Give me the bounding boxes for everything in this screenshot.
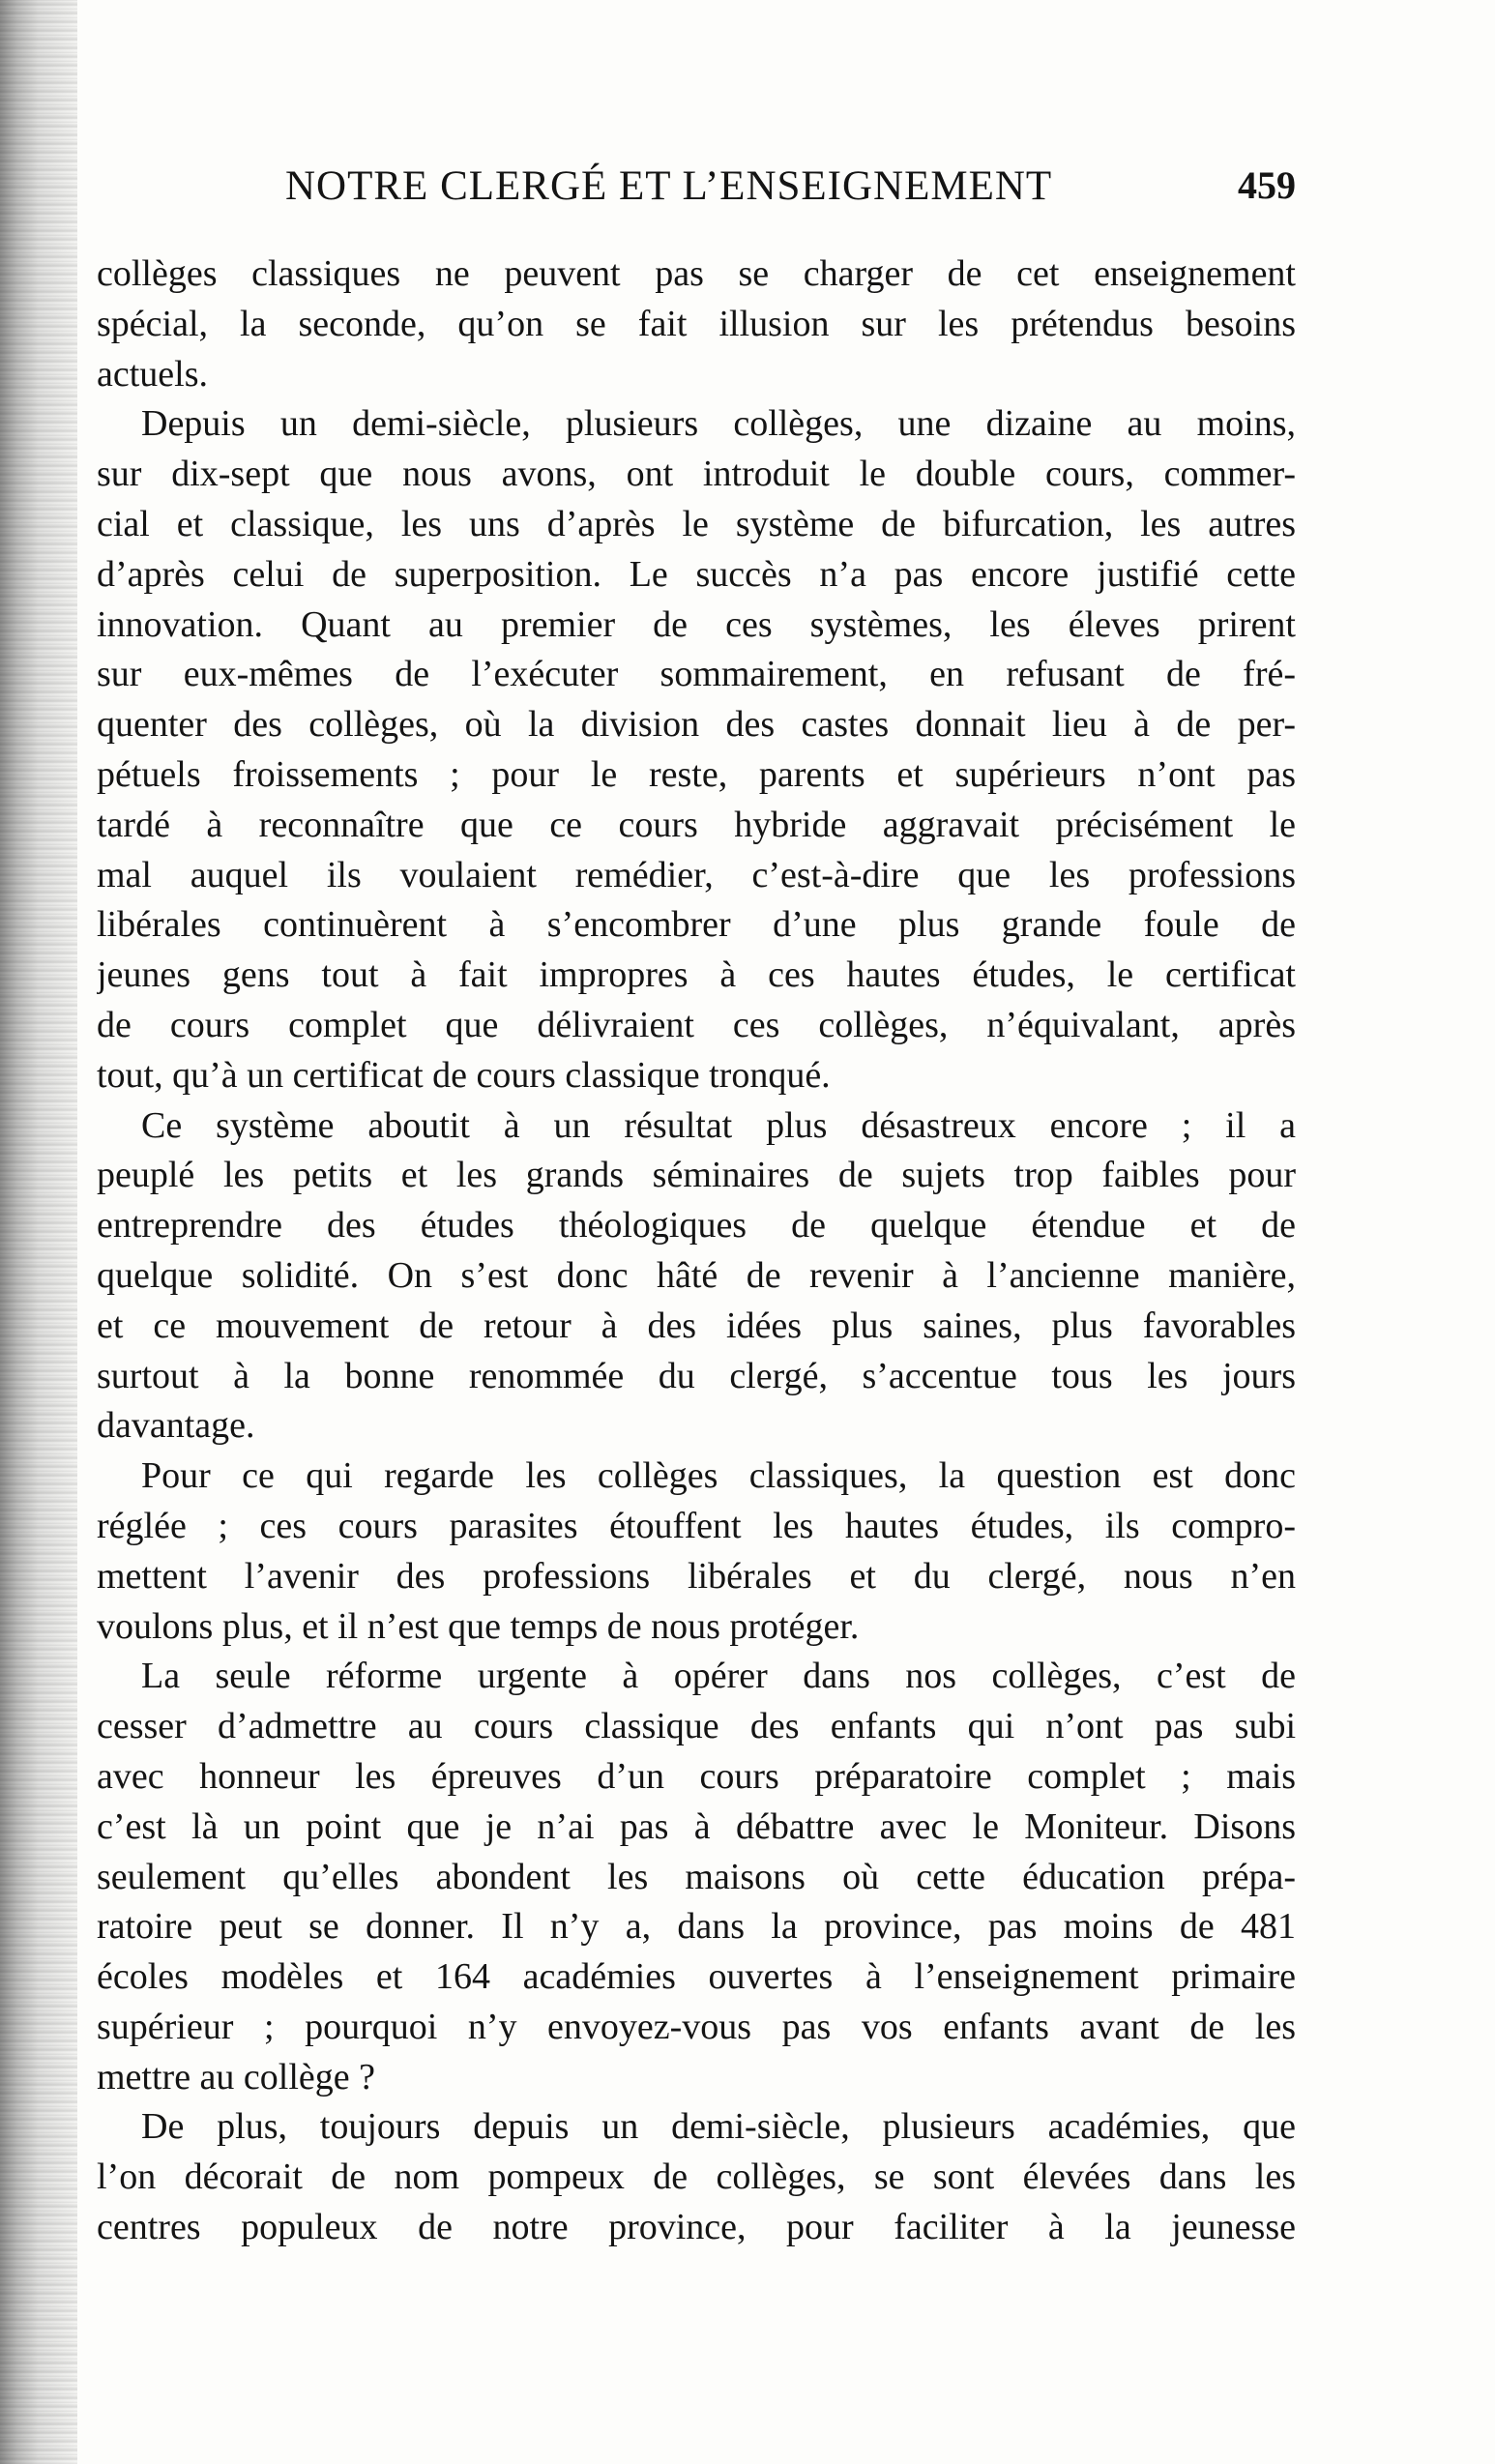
binding-shadow xyxy=(0,0,77,2464)
text-line: mettent l’avenir des professions libérales et du clergé, nous n’en xyxy=(97,1555,1296,1597)
text-line: La seule réforme urgente à opérer dans nos collèges, c’est de xyxy=(141,1656,1296,1697)
page-number: 459 xyxy=(1238,163,1296,207)
text-line: écoles modèles et 164 académies ouvertes à l’enseignement primaire xyxy=(97,1956,1296,1998)
text-line: tout, qu’à un certificat de cours classique tronqué. xyxy=(97,1054,831,1096)
text-line: collèges classiques ne peuvent pas se charger de cet enseignement xyxy=(97,253,1296,294)
text-line: ratoire peut se donner. Il n’y a, dans la province, pas moins de 481 xyxy=(97,1906,1296,1948)
text-line: mettre au collège ? xyxy=(97,2056,376,2097)
text-line: surtout à la bonne renommée du clergé, s’accentue tous les jours xyxy=(97,1355,1296,1396)
text-line: actuels. xyxy=(97,353,209,395)
text-line: Pour ce qui regarde les collèges classiques, la question est donc xyxy=(141,1455,1296,1497)
text-line: cesser d’admettre au cours classique des enfants qui n’ont pas subi xyxy=(97,1706,1296,1747)
text-line: Ce système aboutit à un résultat plus désastreux encore ; il a xyxy=(141,1104,1296,1146)
text-line: l’on décorait de nom pompeux de collèges, se sont élevées dans les xyxy=(97,2156,1296,2198)
text-line: seulement qu’elles abondent les maisons où cette éducation prépa- xyxy=(97,1856,1296,1897)
running-head xyxy=(97,162,1296,220)
text-line: innovation. Quant au premier de ces systèmes, les éleves prirent xyxy=(97,603,1296,645)
text-line: sur eux-mêmes de l’exécuter sommairement, en refusant de fré- xyxy=(97,654,1296,695)
text-line: tardé à reconnaître que ce cours hybride aggravait précisément le xyxy=(97,804,1296,845)
text-line: jeunes gens tout à fait impropres à ces hautes études, le certificat xyxy=(97,954,1296,996)
text-line: voulons plus, et il n’est que temps de nous protéger. xyxy=(97,1605,860,1647)
text-line: davantage. xyxy=(97,1405,255,1447)
text-line: cial et classique, les uns d’après le système de bifurcation, les autres xyxy=(97,503,1296,544)
text-line: quelque solidité. On s’est donc hâté de revenir à l’ancienne manière, xyxy=(97,1254,1296,1296)
text-line: et ce mouvement de retour à des idées plus saines, plus favorables xyxy=(97,1305,1296,1346)
text-line: d’après celui de superposition. Le succès n’a pas encore justifié cette xyxy=(97,553,1296,595)
text-line: entreprendre des études théologiques de quelque étendue et de xyxy=(97,1205,1296,1247)
text-line: pétuels froissements ; pour le reste, parents et supérieurs n’ont pas xyxy=(97,753,1296,795)
text-line: c’est là un point que je n’ai pas à débattre avec le Moniteur. Disons xyxy=(97,1805,1296,1847)
text-line: sur dix-sept que nous avons, ont introduit le double cours, commer- xyxy=(97,454,1296,495)
text-line: mal auquel ils voulaient remédier, c’est-à-dire que les professions xyxy=(97,854,1296,895)
text-line: Depuis un demi-siècle, plusieurs collèges, une dizaine au moins, xyxy=(141,403,1296,445)
text-line: centres populeux de notre province, pour faciliter à la jeunesse xyxy=(97,2207,1296,2248)
text-line: avec honneur les épreuves d’un cours préparatoire complet ; mais xyxy=(97,1755,1296,1797)
running-head-title: NOTRE CLERGÉ ET L’ENSEIGNEMENT xyxy=(285,163,1053,209)
text-line: réglée ; ces cours parasites étouffent les hautes études, ils compro- xyxy=(97,1505,1296,1546)
text-line: peuplé les petits et les grands séminaires de sujets trop faibles pour xyxy=(97,1155,1296,1196)
text-line: de cours complet que délivraient ces collèges, n’équivalant, après xyxy=(97,1004,1296,1045)
text-line: De plus, toujours depuis un demi-siècle, plusieurs académies, que xyxy=(141,2106,1296,2148)
text-line: quenter des collèges, où la division des castes donnait lieu à de per- xyxy=(97,704,1296,746)
text-line: supérieur ; pourquoi n’y envoyez-vous pas vos enfants avant de les xyxy=(97,2006,1296,2047)
text-line: spécial, la seconde, qu’on se fait illusion sur les prétendus besoins xyxy=(97,303,1296,344)
text-line: libérales continuèrent à s’encombrer d’une plus grande foule de xyxy=(97,904,1296,946)
body-text xyxy=(97,249,1296,2253)
